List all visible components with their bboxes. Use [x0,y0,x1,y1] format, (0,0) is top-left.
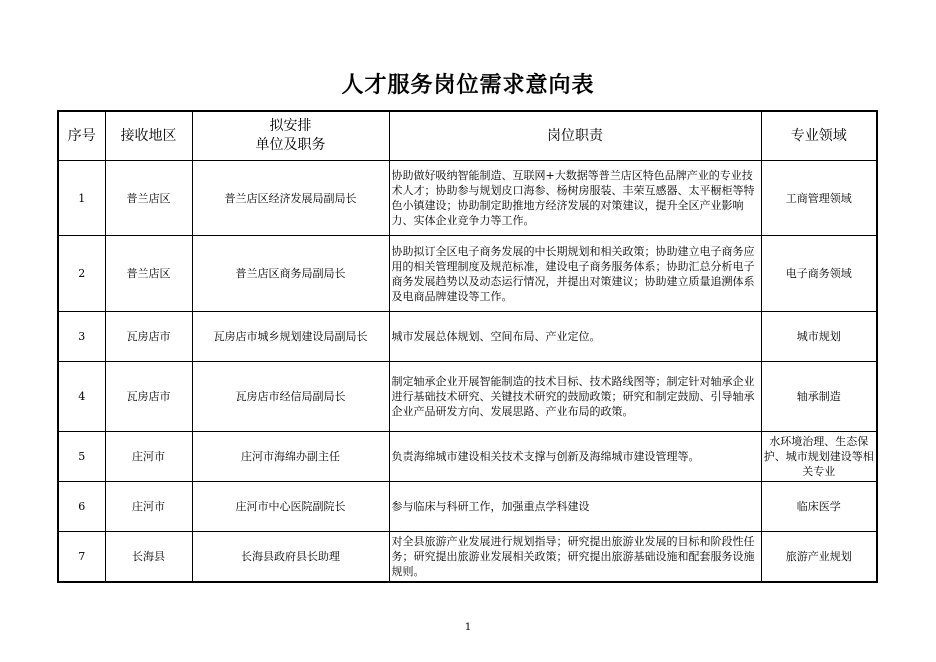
header-duty: 岗位职责 [389,111,761,161]
table-row [58,482,877,532]
table-row [58,532,877,582]
cell-position: 瓦房店市城乡规划建设局副局长 [192,312,389,362]
cell-region: 普兰店区 [105,236,192,312]
header-region: 接收地区 [105,111,192,161]
cell-index: 3 [58,312,105,362]
cell-region: 瓦房店市 [105,312,192,362]
cell-index: 4 [58,362,105,432]
page-title: 人才服务岗位需求意向表 [341,73,595,98]
demand-table [57,110,878,583]
cell-region: 普兰店区 [105,161,192,236]
table-header-row [58,111,877,161]
cell-region: 长海县 [105,532,192,582]
cell-position: 普兰店区经济发展局副局长 [192,161,389,236]
table-row [58,362,877,432]
cell-position: 瓦房店市经信局副局长 [192,362,389,432]
cell-index: 6 [58,482,105,532]
cell-position: 庄河市海绵办副主任 [192,432,389,482]
cell-index: 5 [58,432,105,482]
cell-field: 城市规划 [761,312,877,362]
cell-region: 庄河市 [105,482,192,532]
page-number: 1 [464,622,472,633]
table-row [58,236,877,312]
table-row [58,161,877,236]
cell-duty: 城市发展总体规划、空间布局、产业定位。 [389,312,761,362]
cell-duty: 对全县旅游产业发展进行规划指导；研究提出旅游业发展的目标和阶段性任务；研究提出旅游业发展相关政策；研究提出旅游基础设施和配套服务设施规则。 [389,532,761,582]
cell-field: 临床医学 [761,482,877,532]
header-position [192,111,389,161]
cell-field: 水环境治理、生态保护、城市规划建设等相关专业 [761,432,877,482]
cell-region: 瓦房店市 [105,362,192,432]
cell-duty: 参与临床与科研工作，加强重点学科建设 [389,482,761,532]
cell-duty: 协助做好吸纳智能制造、互联网+大数据等普兰店区特色品牌产业的专业技术人才；协助参与规划皮口海参、杨树房服装、丰荣互感器、太平橱柜等特色小镇建设；协助制定助推地方经济发展的对策建议，提升全区产业影响力、实体企业竞争力等工作。 [389,161,761,236]
header-index: 序号 [58,111,105,161]
cell-index: 7 [58,532,105,582]
cell-position: 庄河市中心医院副院长 [192,482,389,532]
cell-field: 轴承制造 [761,362,877,432]
cell-duty: 制定轴承企业开展智能制造的技术目标、技术路线图等；制定针对轴承企业进行基础技术研究、关键技术研究的鼓励政策；研究和制定鼓励、引导轴承企业产品研发方向、发展思路、产业布局的政策。 [389,362,761,432]
table-row [58,432,877,482]
cell-duty: 协助拟订全区电子商务发展的中长期规划和相关政策；协助建立电子商务应用的相关管理制度及规范标准，建设电子商务服务体系；协助汇总分析电子商务发展趋势以及动态运行情况，并提出对策建议；协助建立质量追溯体系及电商品牌建设等工作。 [389,236,761,312]
header-position-line2: 单位及职务 [255,137,326,153]
cell-index: 2 [58,236,105,312]
table-row [58,312,877,362]
cell-position: 普兰店区商务局副局长 [192,236,389,312]
header-field: 专业领域 [761,111,877,161]
cell-field: 工商管理领域 [761,161,877,236]
cell-field: 电子商务领域 [761,236,877,312]
header-position-line1: 拟安排 [269,118,312,134]
cell-index: 1 [58,161,105,236]
cell-field: 旅游产业规划 [761,532,877,582]
cell-position: 长海县政府县长助理 [192,532,389,582]
cell-region: 庄河市 [105,432,192,482]
cell-duty: 负责海绵城市建设相关技术支撑与创新及海绵城市建设管理等。 [389,432,761,482]
